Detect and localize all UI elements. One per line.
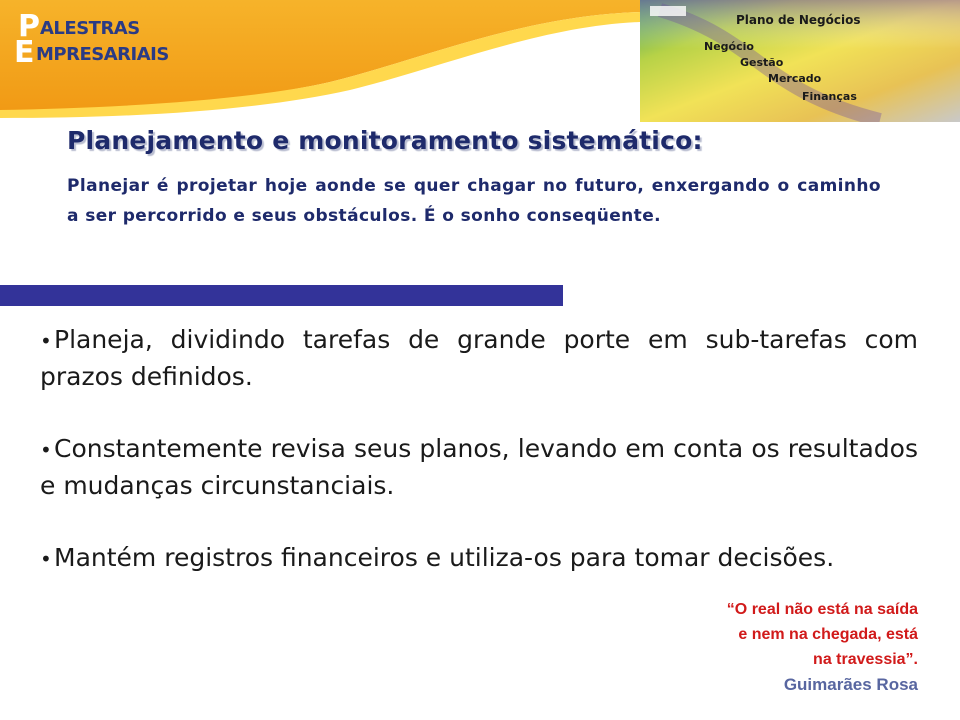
bullet-text: Planeja, dividindo tarefas de grande porte em sub-tarefas com prazos definidos. <box>40 325 918 391</box>
quote-author: Guimarães Rosa <box>783 675 918 694</box>
divider-bar <box>0 285 563 306</box>
bullet-dot: • <box>40 329 52 353</box>
bullet-list <box>40 322 918 577</box>
bullet-dot: • <box>40 547 52 571</box>
logo-letter-e: E <box>14 35 35 70</box>
plan-image-step-3: Mercado <box>768 72 822 85</box>
bullet-item <box>40 431 918 504</box>
intro-paragraph: Planejar é projetar hoje aonde se quer chagar no futuro, enxergando o caminho a ser percorrido e seus obstáculos. É o sonho conseqüente. <box>67 176 881 226</box>
logo-word-palestras: ALESTRAS <box>40 18 140 39</box>
quote-line-3: na travessia”. <box>813 651 918 668</box>
slide-title: Planejamento e monitoramento sistemático: <box>67 126 703 155</box>
bullet-text: Mantém registros financeiros e utiliza-os para tomar decisões. <box>54 543 835 572</box>
quote-line-2: e nem na chegada, está <box>738 626 918 643</box>
plan-image-step-1: Negócio <box>704 40 754 53</box>
plan-image-title: Plano de Negócios <box>736 13 861 27</box>
plan-image-badge <box>650 6 686 16</box>
bullet-text: Constantemente revisa seus planos, levando em conta os resultados e mudanças circunstanciais. <box>40 434 918 500</box>
quote-line-1: “O real não está na saída <box>726 601 918 618</box>
logo-letter-p: P <box>18 9 40 44</box>
palestras-empresariais-logo <box>14 9 169 70</box>
plan-image-step-4: Finanças <box>802 90 857 103</box>
quote-block <box>588 597 918 697</box>
business-plan-image <box>640 0 960 122</box>
plan-image-step-2: Gestão <box>740 56 784 69</box>
bullet-dot: • <box>40 438 52 462</box>
bullet-item <box>40 322 918 395</box>
bullet-item <box>40 540 918 577</box>
logo-word-empresariais: MPRESARIAIS <box>36 44 169 65</box>
